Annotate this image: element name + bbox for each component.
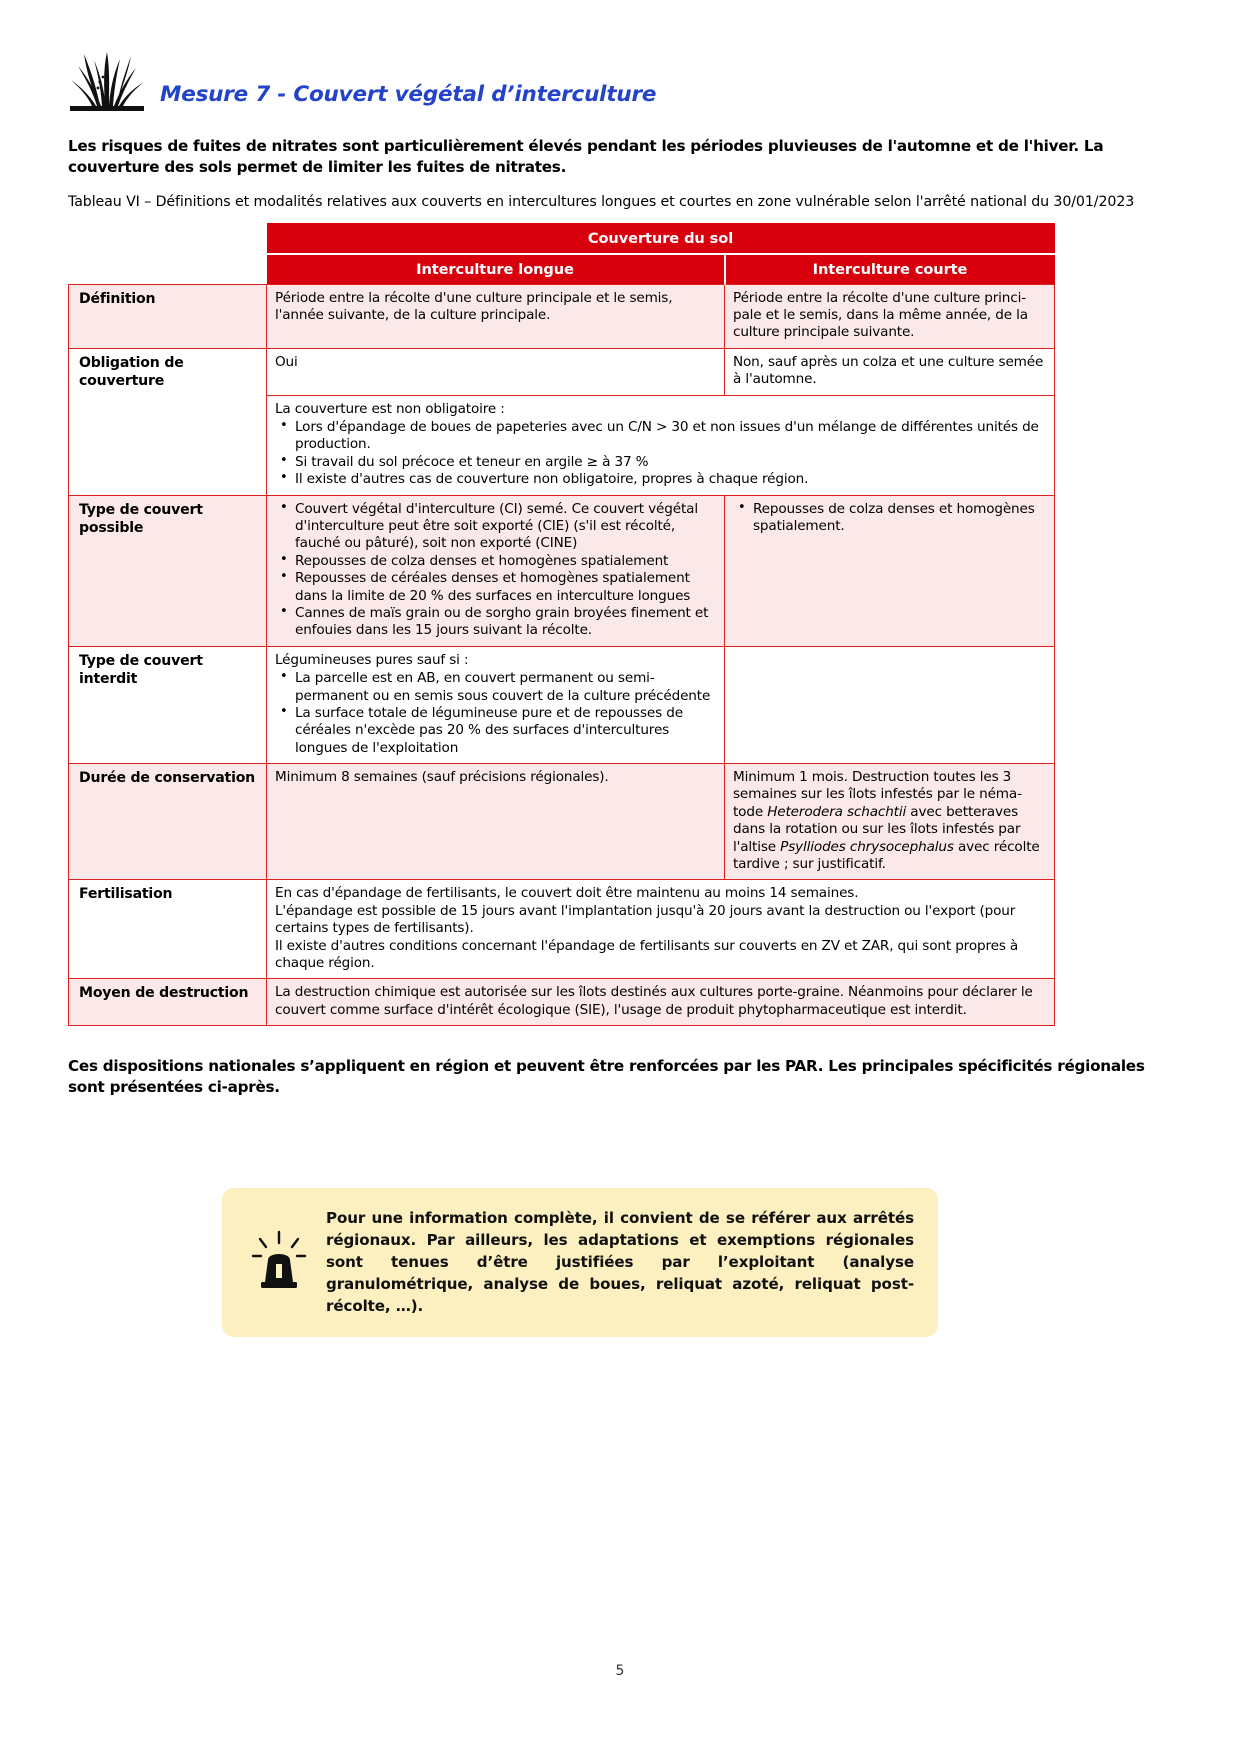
row-label-duree: Durée de conservation [69,764,267,880]
list-item: • La parcelle est en AB, en couvert permanent ou semi-permanent ou en semis sous couvert de la culture précédente [275,670,717,705]
row-label-definition: Définition [69,284,267,348]
table-caption: Tableau VI – Définitions et modalités relatives aux couverts en intercultures longues et courtes en zone vulnérable selon l'arrêté national du 30/01/2023 [68,193,1135,210]
cell-duree-courte [725,764,1055,880]
row-label-obligation: Obligation de couverture [69,348,267,495]
duree-text-part2: avec betteraves dans la rotation ou sur les îlots infestés par l'altise [733,803,1021,855]
cell-type-possible-courte [725,495,1055,646]
table-row [69,284,1055,348]
row-label-type-interdit: Type de couvert interdit [69,646,267,763]
list-item: • Repousses de céréales denses et homogènes spatialement dans la limite de 20 % des surfaces en interculture longues [275,570,717,605]
info-callout [222,1188,938,1337]
page-title: Mesure 7 - Couvert végétal d’interculture [160,81,657,107]
paragraph: En cas d'épandage de fertilisants, le couvert doit être maintenu au moins 14 semaines. [275,885,859,902]
cell-definition-longue: Période entre la récolte d'une culture principale et le semis, l'année suivante, de la culture principale. [267,284,725,348]
list-item: • La surface totale de légumineuse pure et de repousses de céréales n'excède pas 20 % des surfaces d'intercultures longues de l'exploitation [275,705,717,757]
row-label-fertilisation: Fertilisation [69,880,267,979]
type-interdit-lead-text: Légumineuses pures sauf si : [275,651,469,668]
grass-tuft-icon [68,48,146,114]
duree-text-part3: avec récolte tardive ; sur justificatif. [733,838,1040,873]
type-possible-courte-list [733,501,1047,536]
type-possible-longue-list [275,501,717,640]
coverage-table [68,223,1055,1026]
cell-type-interdit-longue [267,646,725,763]
table-row [69,348,1055,395]
list-item: • Repousses de colza denses et homogènes spatialement [275,553,717,570]
obligation-lead-text: La couverture est non obligatoire : [275,400,505,417]
list-item: • Repousses de colza denses et homogènes spatialement. [733,501,1047,536]
list-item: • Lors d'épandage de boues de papeteries avec un C/N > 30 et non issues d'un mélange de différentes unités de production. [275,419,1047,454]
list-item: • Si travail du sol précoce et teneur en argile ≥ à 37 % [275,454,1047,471]
row-label-type-possible: Type de couvert possible [69,495,267,646]
cell-type-possible-longue [267,495,725,646]
table-header-sub-row [69,254,1055,285]
duree-species-heterodera: Heterodera schachtii [767,803,907,820]
duree-species-psylliodes: Psylliodes chrysocephalus [780,838,954,855]
table-corner-cell-2 [69,254,267,285]
list-item: • Il existe d'autres cas de couverture non obligatoire, propres à chaque région. [275,471,1047,488]
table-row [69,979,1055,1026]
row-label-destruction: Moyen de destruction [69,979,267,1026]
list-item: • Couvert végétal d'interculture (CI) semé. Ce couvert végétal d'interculture peut être soit exporté (CIE) (s'il est récolté, fauché ou pâturé), soit non exporté (CINE) [275,501,717,553]
table-row [69,764,1055,880]
section-header [68,0,1172,120]
type-interdit-bullet-list [275,670,717,757]
cell-fertilisation [267,880,1055,979]
table-header-interculture-longue: Interculture longue [267,254,725,285]
list-item: • Cannes de maïs grain ou de sorgho grain broyées finement et enfouies dans les 15 jours suivant la récolte. [275,605,717,640]
callout-text: Pour une information complète, il convient de se référer aux arrêtés régionaux. Par ailleurs, les adaptations et exemptions régionales sont tenues d’être justifiées par l’exploitant (analyse granulométrique, analyse de boues, reliquat azoté, reliquat post-récolte, …). [326,1209,914,1315]
cell-definition-courte: Période entre la récolte d'une culture princi-pale et le semis, dans la même année, de la culture principale suivante. [725,284,1055,348]
cell-obligation-courte: Non, sauf après un colza et une culture semée à l'automne. [725,348,1055,395]
cell-type-interdit-courte [725,646,1055,763]
table-corner-cell [69,223,267,254]
duree-text-part1: Minimum 1 mois. Destruction toutes les 3 semaines sur les îlots infestés par le néma-tode [733,769,1022,820]
closing-paragraph: Ces dispositions nationales s’appliquent en région et peuvent être renforcées par les PAR. Les principales spécificités régionales sont présentées ci-après. [68,1057,1145,1097]
obligation-bullet-list [275,419,1047,489]
table-header-coverage: Couverture du sol [267,223,1055,254]
page-number: 5 [615,1663,625,1679]
table-row [69,880,1055,979]
table-header-interculture-courte: Interculture courte [725,254,1055,285]
paragraph: L'épandage est possible de 15 jours avant l'implantation jusqu'à 20 jours avant la destruction ou l'export (pour certains types de fertilisants). [275,902,1016,937]
cell-obligation-longue: Oui [267,348,725,395]
warning-beacon-icon [250,1230,308,1296]
cell-destruction: La destruction chimique est autorisée sur les îlots destinés aux cultures porte-graine. Néanmoins pour déclarer le couvert comme surface d'intérêt écologique (SIE), l'usage de produit phytopharmaceutique est interdit. [267,979,1055,1026]
table-header-group-row [69,223,1055,254]
cell-duree-longue: Minimum 8 semaines (sauf précisions régionales). [267,764,725,880]
cell-obligation-merged [267,395,1055,495]
paragraph: Il existe d'autres conditions concernant l'épandage de fertilisants sur couverts en ZV et ZAR, qui sont propres à chaque région. [275,937,1019,971]
intro-paragraph: Les risques de fuites de nitrates sont particulièrement élevés pendant les périodes pluvieuses de l'automne et de l'hiver. La couverture des sols permet de limiter les fuites de nitrates. [68,137,1104,176]
table-row [69,646,1055,763]
table-row [69,495,1055,646]
